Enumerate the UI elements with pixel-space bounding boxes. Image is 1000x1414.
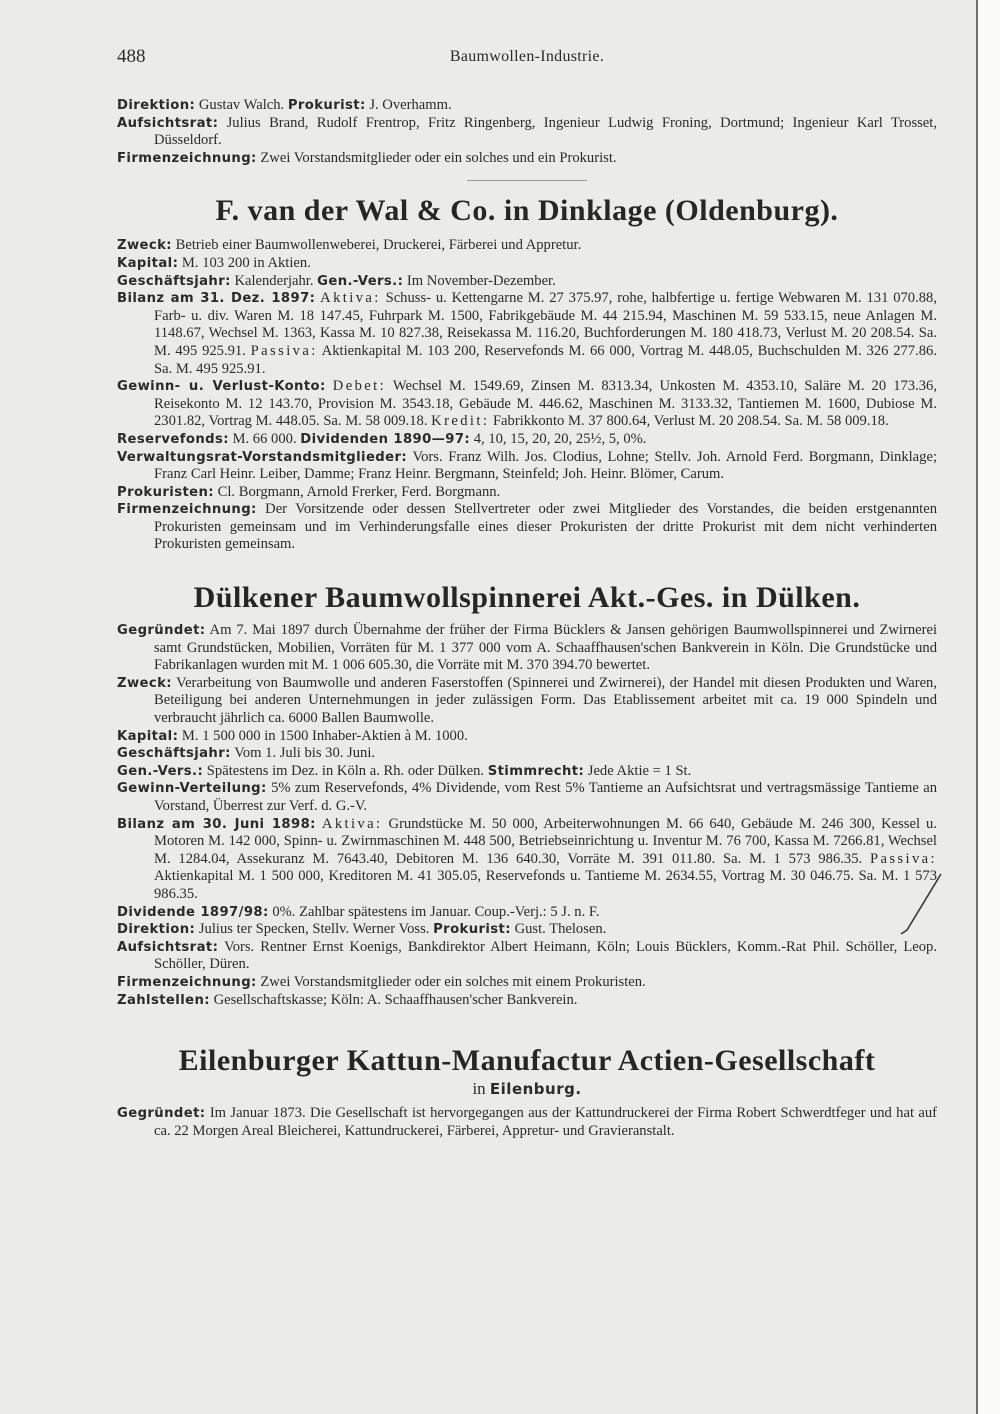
entry [117,921,937,939]
entry-label: Firmenzeichnung: [117,150,257,166]
entry [117,745,937,763]
entry [117,150,937,168]
entry-label: Bilanz am 30. Juni 1898: [117,816,316,832]
entry-label: Gewinn-Verteilung: [117,781,267,797]
entry-text: Gust. Thelosen. [510,921,607,938]
entry [117,992,937,1010]
entry-label: Aufsichtsrat: [117,115,219,131]
entry-text: Grundstücke M. 50 000, Arbeiterwohnungen M. 66 640, Gebäude M. 246 300, Kessel u. Motoren M. 142 000, Spinn- u. Zwirnmaschinen M. 448 500, Betriebseinrichtung u. Inventur M. 76 700, Kassa M. 7266.81, Wechsel M. 1284.04, Assekuranz M. 7643.40, Debitoren M. 136 640.30, Vorräte M. 391 011.80. Sa. M. 1 573 986.35. [154,815,937,867]
entry-label: Geschäftsjahr: [117,746,231,762]
entry-text: M. 103 200 in Aktien. [178,254,311,271]
entry [117,763,937,781]
entry [117,780,937,815]
entry-text: Der Vorsitzende oder dessen Stellvertreter oder zwei Mitglieder des Vorstandes, die beiden erstgenannten Prokuristen gemeinsam und im Verhinderungsfalle eines dieser Prokuristen der dritte Prokurist mit dem nicht verhinderten Prokuristen gemeinsam. [154,501,937,553]
entry-text: Jede Aktie = 1 St. [584,762,692,779]
entry-text: Schuss- u. Kettengarne M. 27 375.97, rohe, halbfertige u. fertige Webwaren M. 131 070.88, Farb- u. div. Waren M. 18 147.45, Fuhrpark M. 1500, Fabrikgebäude M. 44 215.94, Maschinen M. 59 533.15, neue Anlagen M. 1148.67, Wechsel M. 1363, Kassa M. 10 827.38, Reisekassa M. 116.20, Buchforderungen M. 180 418.73, Verlust M. 20 208.54. Sa. M. 495 925.91. [154,290,937,359]
entry-text: Zwei Vorstandsmitglieder oder ein solches mit einem Prokuristen. [256,973,646,990]
entry-text: Fabrikkonto M. 37 800.64, Verlust M. 20 208.54. Sa. M. 58 009.18. [489,413,889,430]
entry-label: Geschäftsjahr: [117,273,231,289]
company-title-eilenburger: Eilenburger Kattun-Manufactur Actien-Gesellschaft [178,1044,876,1078]
entry [117,449,937,484]
section-duelkener [117,622,937,1009]
entry-label: Direktion: [117,98,196,113]
entry-text: M. 66 000. [228,430,301,447]
entry-text: Cl. Borgmann, Arnold Frerker, Ferd. Borgmann. [213,483,501,500]
inline-label: Stimmrecht: [487,763,585,779]
location-name: Eilenburg. [489,1080,582,1099]
entry [117,501,937,554]
entry-text: Am 7. Mai 1897 durch Übernahme der früher der Firma Bücklers & Jansen gehörigen Baumwollspinnerei und Zwirnerei samt Grundstücken, Mobilien, Vorräten für M. 1 377 000 vom A. Schaaffhausen'schen Bankverein in Köln. Die Grundstücke und Fabrikanlagen wurden mit M. 1 006 605.30, die Vorräte mit M. 370 394.70 bewertet. [154,622,937,674]
entry-text: Vors. Franz Wilh. Jos. Clodius, Lohne; Stellv. Joh. Arnold Ferd. Borgmann, Dinklage; Franz Carl Heinr. Leiber, Damme; Franz Heinr. Bergmann, Steinfeld; Joh. Heinr. Blömer, Carum. [154,448,937,483]
entry-text: Vom 1. Juli bis 30. Juni. [230,745,376,762]
entry-text: Vors. Rentner Ernst Koenigs, Bankdirektor Albert Heimann, Köln; Louis Bücklers, Komm.-Rat Phil. Schöller, Leop. Schöller, Düren. [154,938,937,973]
entry-text: 5% zum Reservefonds, 4% Dividende, vom Rest 5% Tantieme an Aufsichtsrat und vertragsmässige Tantieme an Vorstand, Überrest zur Verf. d. G.-V. [154,780,937,814]
entry-text: Verarbeitung von Baumwolle und anderen Faserstoffen (Spinnerei und Zwirnerei), der Handel mit diesen Produkten und Waren, Beteiligung bei anderen Unternehmungen in jeder zulässigen Form. Das Etablissement arbeitet mit ca. 19 000 Spindeln und verbraucht jährlich ca. 6000 Ballen Baumwolle. [154,674,937,727]
entry [117,728,937,746]
inline-label: Prokurist: [433,922,511,938]
entry [117,97,937,115]
entry-label: Bilanz am 31. Dez. 1897: [117,291,316,307]
page-header [117,46,937,72]
entry [117,255,937,273]
entry-text: 0%. Zahlbar spätestens im Januar. Coup.-Verj.: 5 J. n. F. [268,903,600,920]
entry-label: Verwaltungsrat-Vorstandsmitglieder: [117,449,408,465]
spaced-term: Kredit: [431,413,490,430]
entry-text: M. 1 500 000 in 1500 Inhaber-Aktien à M. 1000. [178,727,468,744]
entry-text: 4, 10, 15, 20, 20, 25½, 5, 0%. [470,430,647,447]
entry-label: Gegründet: [117,623,206,639]
entry-text: Zwei Vorstandsmitglieder oder ein solches und ein Prokurist. [256,149,617,166]
section-previous-company [117,97,937,167]
page-content [117,97,937,1140]
entry-text: Kalenderjahr. [230,272,318,289]
entry-text: J. Overhamm. [365,97,452,113]
pen-stroke-mark [885,870,945,940]
entry [117,484,937,502]
entry [117,290,937,378]
spaced-term: Aktiva: [320,290,381,307]
entry-text: Wechsel M. 1549.69, Zinsen M. 8313.34, Unkosten M. 4353.10, Saläre M. 20 173.36, Reisekonto M. 12 143.70, Provision M. 3543.18, Gebäude M. 446.62, Maschinen M. 3133.32, Tantiemen M. 1600, Dubiose M. 2301.82, Vortrag M. 448.05. Sa. M. 58 009.18. [154,378,937,430]
entry [117,675,937,728]
spaced-term: Passiva: [869,850,937,867]
company-title-van-der-wal: F. van der Wal & Co. in Dinklage (Oldenburg). [215,194,839,228]
entry-text [326,378,333,394]
section-van-der-wal [117,237,937,554]
entry-text: Aktienkapital M. 103 200, Reservefonds M. 66 000, Vortrag M. 448.05, Buchschulden M. 326 277.86. Sa. M. 495 925.91. [154,342,937,377]
entry [117,974,937,992]
spaced-term: Passiva: [250,342,318,359]
company-title-duelkener: Dülkener Baumwollspinnerei Akt.-Ges. in Dülken. [193,581,861,615]
entry-label: Firmenzeichnung: [117,974,257,990]
inline-label: Gen.-Vers.: [317,273,404,289]
entry-label: Prokuristen: [117,484,214,500]
entry-label: Reservefonds: [117,431,229,447]
entry-text: Gesellschaftskasse; Köln: A. Schaaffhausen'scher Bankverein. [209,991,578,1008]
entry-label: Gen.-Vers.: [117,763,204,779]
section-divider [467,180,587,181]
spaced-term: Aktiva: [321,815,383,832]
location-prefix: in [472,1079,490,1099]
entry [117,1105,937,1140]
entry-label: Zweck: [117,238,172,254]
spaced-term: Debet: [332,378,387,395]
entry [117,622,937,675]
entry [117,904,937,922]
entry-label: Dividende 1897/98: [117,904,269,920]
entry-label: Zweck: [117,675,172,691]
inline-label: Dividenden 1890—97: [300,431,471,447]
entry [117,431,937,449]
company-location [117,1079,937,1099]
entry-label: Aufsichtsrat: [117,939,219,955]
entry-label: Firmenzeichnung: [117,502,257,518]
entry-label: Kapital: [117,728,179,744]
page-edge [976,0,1000,1414]
page-number: 488 [117,46,146,67]
entry-label: Direktion: [117,922,196,938]
running-title: Baumwollen-Industrie. [449,48,605,65]
entry-text: Betrieb einer Baumwollenweberei, Druckerei, Färberei und Appretur. [171,237,582,254]
entry-label: Gegründet: [117,1106,206,1122]
entry-text: Im November-Dezember. [403,272,556,289]
entry [117,816,937,904]
entry-label: Zahlstellen: [117,992,210,1008]
section-eilenburger [117,1105,937,1140]
entry-text: Im Januar 1873. Die Gesellschaft ist hervorgegangen aus der Kattundruckerei der Firma Robert Schwerdtfeger und hat auf ca. 22 Morgen Areal Bleicherei, Kattundruckerei, Färberei, Appretur- und Gravieranstalt. [154,1105,937,1139]
entry-label: Gewinn- u. Verlust-Konto: [117,379,326,395]
inline-label: Prokurist: [287,98,366,113]
entry-text: Gustav Walch. [195,97,288,113]
entry [117,939,937,974]
entry-text: Spätestens im Dez. in Köln a. Rh. oder Dülken. [203,762,488,779]
entry-label: Kapital: [117,255,179,271]
entry-text: Aktienkapital M. 1 500 000, Kreditoren M. 41 305.05, Reservefonds u. Tantieme M. 2634.55, Vortrag M. 30 046.75. Sa. M. 1 573 986.35. [154,868,937,902]
entry [117,273,937,291]
entry [117,237,937,255]
entry [117,115,937,150]
entry [117,378,937,431]
entry-text: Julius ter Specken, Stellv. Werner Voss. [195,921,434,938]
entry-text: Julius Brand, Rudolf Frentrop, Fritz Ringenberg, Ingenieur Ludwig Froning, Dortmund; Ingenieur Karl Trosset, Düsseldorf. [154,114,937,149]
